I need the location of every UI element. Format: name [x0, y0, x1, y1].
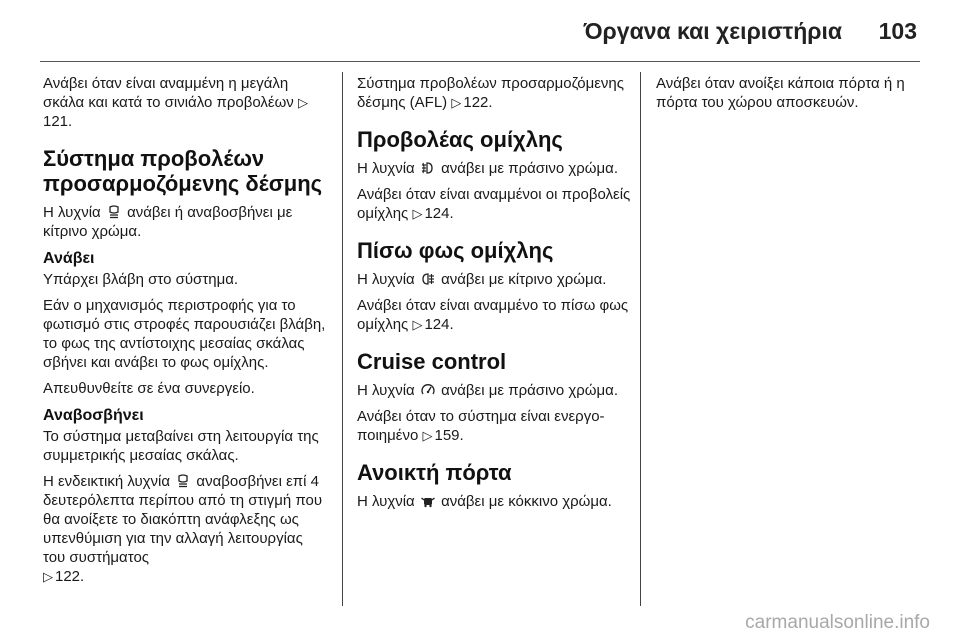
afl-lamp-text: Η λυχνία ανάβει ή αναβοσβήνει με κίτρινο χρώμα. [43, 204, 293, 240]
afl-reference-text: Σύστημα προβολέων προσαρμοζόμενης δέσμης (AFL) ▷ 122. [357, 75, 624, 111]
lights-p2: Εάν ο μηχανισμός περιστροφής για το φωτισμό στις στροφές παρουσιάζει βλάβη, το φως της αντίστοιχης μεσαίας σκάλας σβήνει και ανάβει το φως ομίχλης. [43, 297, 326, 371]
page-reference-arrow-icon: ▷ [412, 206, 423, 221]
fog-on-text: Ανάβει όταν είναι αναμμένοι οι προβολείς ομίχλης ▷ 124. [357, 186, 631, 222]
cruise-heading: Cruise control [357, 349, 507, 374]
lights-p1: Υπάρχει βλάβη στο σύστημα. [43, 271, 239, 288]
page-reference[interactable]: 122. [463, 94, 493, 111]
afl-lamp-icon [176, 474, 190, 488]
page-reference-arrow-icon: ▷ [422, 428, 433, 443]
rear-fog-lamp-icon [421, 272, 435, 286]
chapter-title: Όργανα και χειριστήρια [583, 18, 842, 44]
cruise-control-icon [421, 383, 435, 397]
lights-p3: Απευθυνθείτε σε ένα συνεργείο. [43, 380, 255, 397]
rear-fog-lamp-text: Η λυχνία ανάβει με κίτρινο χρώμα. [357, 271, 607, 288]
page-reference[interactable]: 159. [434, 427, 464, 444]
page-header [0, 0, 960, 60]
page-reference-arrow-icon: ▷ [412, 317, 423, 332]
cruise-lamp-text: Η λυχνία ανάβει με πράσινο χρώμα. [357, 382, 618, 399]
lights-heading: Ανάβει [43, 250, 95, 267]
page-reference-arrow-icon: ▷ [451, 95, 462, 110]
fog-lamp-text: Η λυχνία ανάβει με πράσινο χρώμα. [357, 160, 618, 177]
open-door-icon [421, 494, 435, 508]
cruise-on-text: Ανάβει όταν το σύστημα είναι ενεργοποιημένο ▷ 159. [357, 408, 605, 444]
fog-heading: Προβολέας ομίχλης [357, 127, 563, 152]
flashes-p2: Η ενδεικτική λυχνία αναβοσβήνει επί 4 δευτερόλεπτα περίπου από τη στιγμή που θα ανοίξετε το διακόπτη ανάφλεξης ως υπενθύμιση για την αλλαγή λειτουργίας του συστήματος ▷ 122. [43, 473, 323, 585]
page-reference[interactable]: 121. [43, 113, 73, 130]
door-on-text: Ανάβει όταν ανοίξει κάποια πόρτα ή η πόρτα του χώρου αποσκευών. [656, 75, 905, 111]
flashes-heading: Αναβοσβήνει [43, 407, 144, 424]
rear-fog-heading: Πίσω φως ομίχλης [357, 238, 554, 263]
front-fog-lamp-icon [421, 161, 435, 175]
flashes-p1: Το σύστημα μεταβαίνει στη λειτουργία της συμμετρικής μεσαίας σκάλας. [43, 428, 319, 464]
rear-fog-on-text: Ανάβει όταν είναι αναμμένο το πίσω φως ομίχλης ▷ 124. [357, 297, 629, 333]
high-beam-text: Ανάβει όταν είναι αναμμένη η μεγάλη σκάλα και κατά το σινιάλο προβολέων ▷121. [43, 75, 308, 130]
watermark: carmanualsonline.info [745, 612, 930, 633]
afl-heading: Σύστημα προβολέων προσαρμοζόμενης δέσμης [43, 146, 323, 196]
page-reference-arrow-icon: ▷ [297, 95, 308, 110]
page-reference[interactable]: 124. [424, 316, 454, 333]
column-divider [342, 72, 343, 606]
page-number: 103 [878, 18, 917, 44]
column-3 [656, 74, 932, 119]
page-reference[interactable]: 122. [55, 568, 85, 585]
page-reference-arrow-icon: ▷ [43, 569, 53, 584]
column-1 [43, 74, 327, 593]
door-lamp-text: Η λυχνία ανάβει με κόκκινο χρώμα. [357, 493, 612, 510]
column-divider [640, 72, 641, 606]
header-rule [40, 61, 920, 62]
page-reference[interactable]: 124. [424, 205, 454, 222]
afl-lamp-icon [107, 205, 121, 219]
door-heading: Ανοικτή πόρτα [357, 460, 512, 485]
column-2 [357, 74, 637, 518]
